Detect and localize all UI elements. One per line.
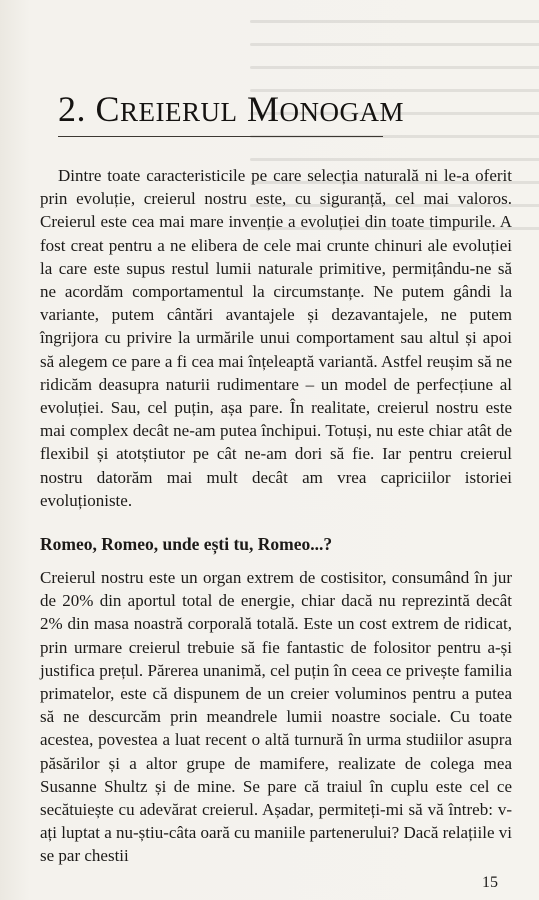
- title-underline: [58, 136, 383, 137]
- chapter-number: 2.: [58, 89, 86, 129]
- intro-paragraph: Dintre toate caracteristicile pe care selecția naturală ni le-a oferit prin evoluție, creierul nostru este, cu siguranță, cel mai valoros. Creierul este cea mai mare invenție a evoluției din toate timpurile. A fost creat pentru a ne elibera de cele mai crunte chinuri ale evoluției la care este supus restul lumii naturale primitive, permițându-ne să ne acordăm comportamentul la circumstanțe. Ne putem gândi la variante, putem cântări avantajele și dezavantajele, ne putem îngrijora cu privire la urmările unui comportament sau altul și apoi să alegem ce pare a fi cea mai înțeleaptă variantă. Astfel reușim să ne ridicăm deasupra naturii rudimentare – un model de perfecțiune al evoluției. Sau, cel puțin, așa pare. În realitate, creierul nostru este mai complex decât ne-am putea închipui. Totuși, nu este chiar atât de flexibil și atotștiutor pe cât ne-am dori să fie. Iar pentru creierul nostru datorăm mai mult decât am vrea capriciilor istoriei evoluționiste.: [40, 166, 512, 510]
- page-number: 15: [482, 874, 498, 891]
- section-heading: Romeo, Romeo, unde ești tu, Romeo...?: [40, 534, 333, 554]
- chapter-name: CREIERUL MONOGAM: [95, 89, 405, 129]
- section-paragraph: Creierul nostru este un organ extrem de costisitor, consumând în jur de 20% din aportul total de energie, chiar dacă nu reprezintă decât 2% din masa noastră corporală totală. Este un cost extrem de ridicat, prin urmare creierul trebuie să fie fantastic de folositor pentru a-și justifica prețul. Părerea unanimă, cel puțin în ceea ce privește familia primatelor, este că dispunem de un creier voluminos pentru a putea să ne descurcăm prin meandrele lumii noastre sociale. Cu toate acestea, povestea a luat recent o altă turnură în urma studiilor asupra păsărilor și a altor grupe de mamifere, realizate de colega mea Susanne Shultz și de mine. Se pare că traiul în cuplu este cel ce secătuiește cu adevărat creierul. Așadar, permiteți-mi să vă întreb: v-ați luptat a nu-știu-câta oară cu maniile partenerului? Dacă relațiile vi se par chestii: [40, 568, 512, 866]
- chapter-title: [58, 88, 404, 130]
